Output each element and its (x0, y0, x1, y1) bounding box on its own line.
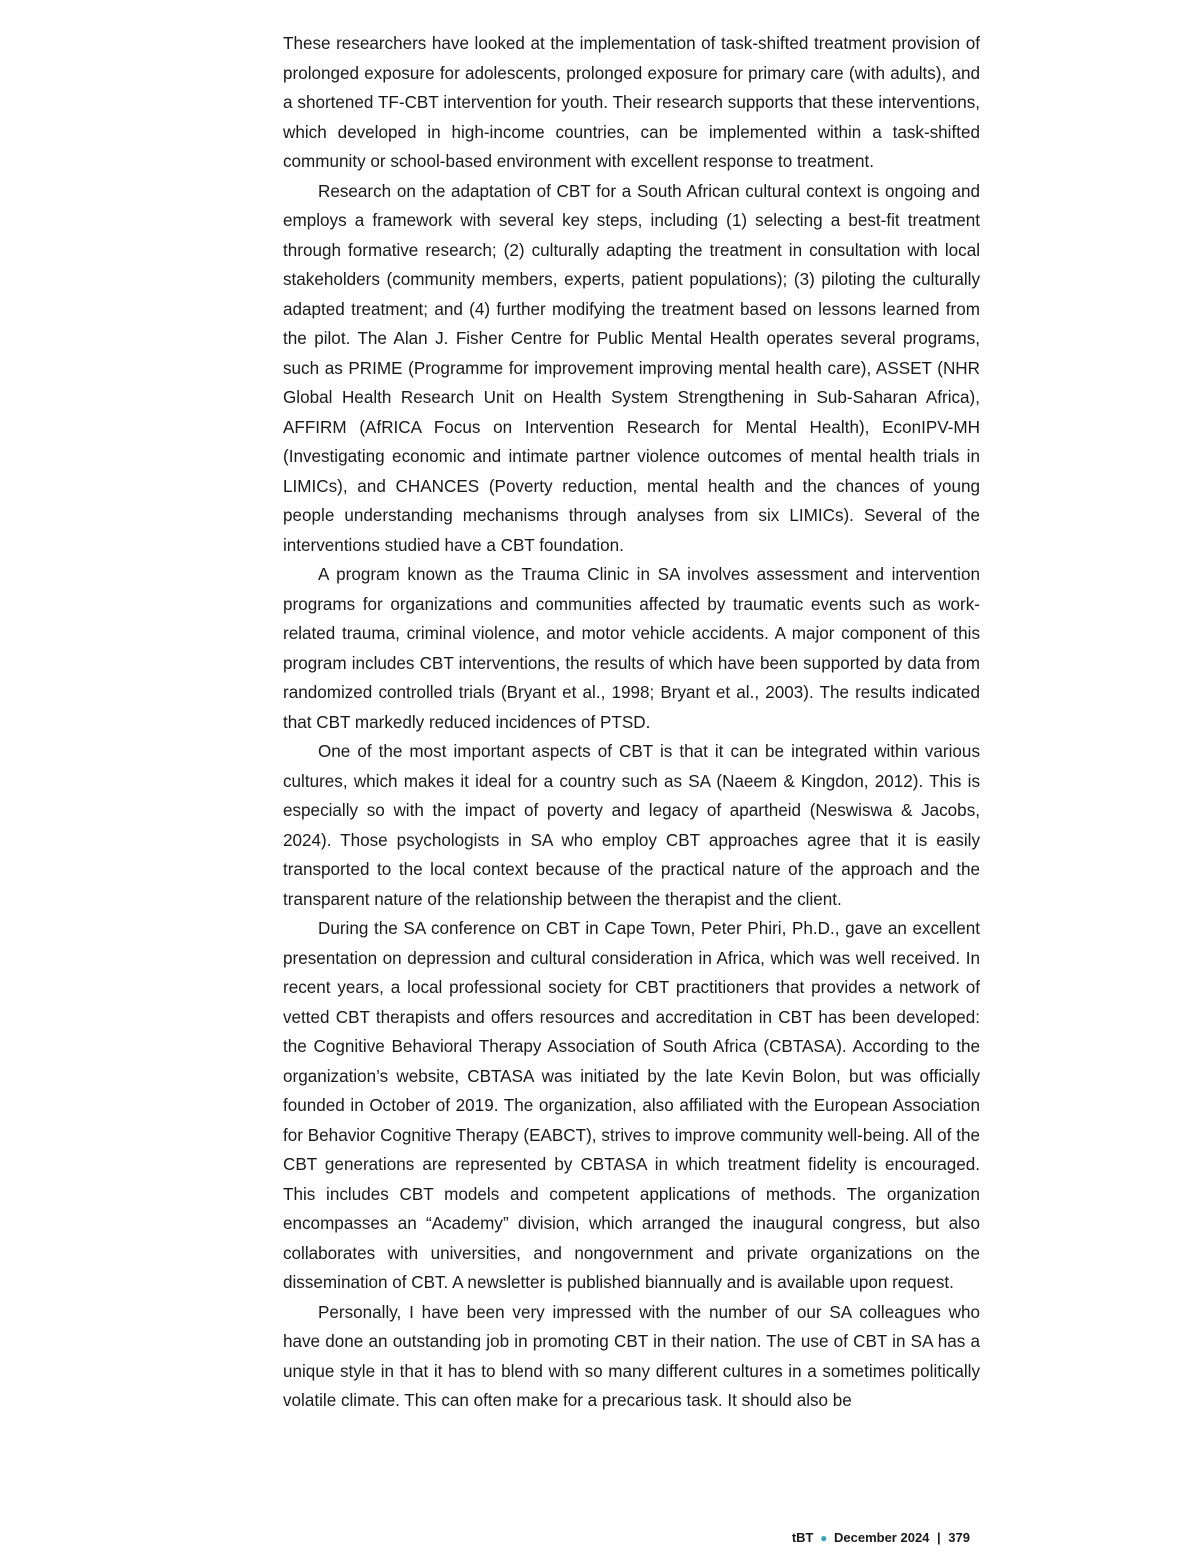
bullet-dot-icon: ● (820, 1531, 828, 1545)
paragraph-3: A program known as the Trauma Clinic in SA involves assessment and intervention programs for organizations and communities affected by traumatic events such as work-related trauma, criminal violence, and motor vehicle accidents. A major component of this program includes CBT interventions, the results of which have been supported by data from randomized controlled trials (Bryant et al., 1998; Bryant et al., 2003). The results indicated that CBT markedly reduced incidences of PTSD. (283, 565, 980, 732)
paragraph-6: Personally, I have been very impressed with the number of our SA colleagues who have done an outstanding job in promoting CBT in their nation. The use of CBT in SA has a unique style in that it has to blend with so many different cultures in a sometimes politically volatile climate. This can often make for a precarious task. It should also be (283, 1302, 980, 1410)
footer-separator: | (937, 1530, 941, 1545)
issue-date: December 2024 (834, 1530, 930, 1545)
paragraph-4: One of the most important aspects of CBT is that it can be integrated within various cultures, which makes it ideal for a country such as SA (Naeem & Kingdon, 2012). This is especially so with the impact of poverty and legacy of apartheid (Neswiswa & Jacobs, 2024). Those psychologists in SA who employ CBT approaches agree that it is easily transported to the local context because of the practical nature of the approach and the transparent nature of the relationship between the therapist and the client. (283, 742, 980, 909)
paragraph-2: Research on the adaptation of CBT for a South African cultural context is ongoing and employs a framework with several key steps, including (1) selecting a best-fit treatment through formative research; (2) culturally adapting the treatment in consultation with local stakeholders (community members, experts, patient populations); (3) piloting the culturally adapted treatment; and (4) further modifying the treatment based on lessons learned from the pilot. The Alan J. Fisher Centre for Public Mental Health operates several programs, such as PRIME (Programme for improvement improving mental health care), ASSET (NHR Global Health Research Unit on Health System Strengthening in Sub-Saharan Africa), AFFIRM (AfRICA Focus on Intervention Research for Mental Health), EconIPV-MH (Investigating economic and intimate partner violence outcomes of mental health trials in LIMICs), and CHANCES (Poverty reduction, mental health and the chances of young people understanding mechanisms through analyses from six LIMICs). Several of the interventions studied have a CBT foundation. (283, 181, 980, 555)
paragraph-5: During the SA conference on CBT in Cape Town, Peter Phiri, Ph.D., gave an excellent presentation on depression and cultural consideration in Africa, which was well received. In recent years, a local professional society for CBT practitioners that provides a network of vetted CBT therapists and offers resources and accreditation in CBT has been developed: the Cognitive Behavioral Therapy Association of South Africa (CBTASA). According to the organization’s website, CBTASA was initiated by the late Kevin Bolon, but was officially founded in October of 2019. The organization, also affiliated with the European Association for Behavior Cognitive Therapy (EABCT), strives to improve community well-being. All of the CBT generations are represented by CBTASA in which treatment fidelity is encouraged. This includes CBT models and competent applications of methods. The organization encompasses an “Academy” division, which arranged the inaugural congress, but also collaborates with universities, and nongovernment and private organizations on the dissemination of CBT. A newsletter is published biannually and is available upon request. (283, 919, 980, 1292)
journal-name: tBT (791, 1530, 814, 1545)
article-body (283, 29, 980, 1416)
page-footer (792, 1530, 970, 1545)
page-number: 379 (948, 1530, 970, 1545)
paragraph-1: These researchers have looked at the implementation of task-shifted treatment provision of prolonged exposure for adolescents, prolonged exposure for primary care (with adults), and a shortened TF-CBT intervention for youth. Their research supports that these interventions, which developed in high-income countries, can be implemented within a task-shifted community or school-based environment with excellent response to treatment. (283, 34, 980, 171)
